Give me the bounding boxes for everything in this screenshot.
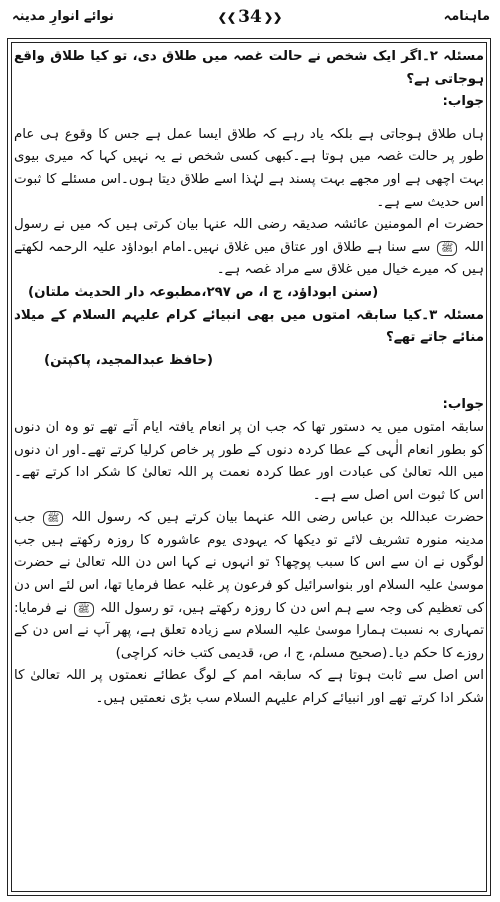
ornament-left-icon: ❮❮ <box>217 10 237 24</box>
reference-abu-dawud: (سنن ابوداؤد، ج ا، ص ۲۹۷،مطبوعہ دار الحدیث ملتان) <box>28 284 379 300</box>
magazine-title: نوائے انوارِ مدینہ <box>12 9 114 24</box>
hadith-ibn-abbas <box>14 507 484 665</box>
answer-3-text: سابقہ امتوں میں یہ دستور تھا کہ جب ان پر انعام یافتہ ایام آتے تھے تو وہ ان دنوں کو بطور انعام الٰہی کے عطا کردہ دنوں کے طور پر خاص کرلیا کرتے تھے۔اور ان دنوں میں اللہ تعالیٰ کی عبادت اور عطا کردہ نعمت پر اللہ تعالیٰ کا شکر ادا کرتے تھے۔اس کا ثبوت اس اصل سے ہے۔ <box>14 419 484 503</box>
ornament-right-icon: ❯❯ <box>263 10 283 24</box>
hadith-aisha-part2: سے سنا ہے طلاق اور عتاق میں غلاق نہیں۔امام ابوداؤد علیہ الرحمہ لکھتے ہیں کہ میرے خیال میں غلاق سے مراد غصہ ہے۔ <box>14 239 484 278</box>
questioner-name: (حافظ عبدالمجید، پاکپتن) <box>44 352 214 368</box>
article-body <box>14 46 484 711</box>
magazine-label: ماہنامہ <box>443 9 490 24</box>
page-header <box>0 0 500 38</box>
page-number: 34 <box>238 7 262 27</box>
answer-2-text: ہاں طلاق ہوجاتی ہے بلکہ یاد رہے کہ طلاق ایسا عمل ہے جس کا وقوع ہی عام طور پر حالت غصہ میں ہوتا ہے۔کبھی کسی شخص نے یہ نہیں کہا کہ میری بیوی بہت اچھی ہے اور مجھے بہت پسند ہے لہٰذا اسے طلاق دیتا ہوں۔اس مسئلے کا ثبوت اس حدیث سے ہے۔ <box>14 126 484 210</box>
page-number-ornament <box>210 5 290 29</box>
hadith-aisha-part1: حضرت ام المومنین عائشہ صدیقہ رضی اللہ عنہا بیان کرتی ہیں کہ میں نے رسول اللہ <box>14 217 484 255</box>
hadith-ibn-abbas-part3: نے فرمایا: تمہاری بہ نسبت ہمارا موسیٰ علیہ السلام سے زیادہ تعلق ہے، پھر آپ نے اس دن کے روزے کا حکم دیا۔(صحیح مسلم، ج ا، ص، قدیمی کتب خانہ کراچی) <box>14 600 484 661</box>
question-3: مسئلہ ۳۔کیا سابقہ امتوں میں بھی انبیائے کرام علیہم السلام کے میلاد منائے جاتے تھے؟ <box>14 307 485 346</box>
hadith-ibn-abbas-part1: حضرت عبداللہ بن عباس رضی اللہ عنہما بیان کرتے ہیں کہ رسول اللہ <box>71 510 484 526</box>
hadith-ibn-abbas-part2: جب مدینہ منورہ تشریف لائے تو دیکھا کہ یہودی یوم عاشورہ کا روزہ رکھتے ہیں جب لوگوں نے ان سے اس کا سبب پوچھا؟ تو انہوں نے کہا اس دن اللہ تعالیٰ نے حضرت موسیٰ علیہ السلام اور بنواسرائیل کو فرعون پر غلبہ عطا فرمایا تھا، اس لئے اس دن کی تعظیم کی وجہ سے ہم اس دن کا روزہ رکھتے ہیں، تو رسول اللہ <box>14 510 485 616</box>
conclusion-text: اس اصل سے ثابت ہوتا ہے کہ سابقہ امم کے لوگ عطائے نعمتوں پر اللہ تعالیٰ کا شکر ادا کرتے تھے اور انبیائے کرام علیہم السلام سب بڑی نعمتیں ہیں۔ <box>14 668 484 707</box>
answer-label-1: جواب: <box>442 94 484 110</box>
salawat-icon: ﷺ <box>74 602 94 617</box>
salawat-icon: ﷺ <box>43 511 63 526</box>
answer-label-2: جواب: <box>442 397 484 413</box>
salawat-icon: ﷺ <box>437 241 457 256</box>
question-2: مسئلہ ۲۔اگر ایک شخص نے حالت غصہ میں طلاق دی، تو کیا طلاق واقع ہوجاتی ہے؟ <box>14 49 484 87</box>
hadith-aisha <box>14 214 484 282</box>
